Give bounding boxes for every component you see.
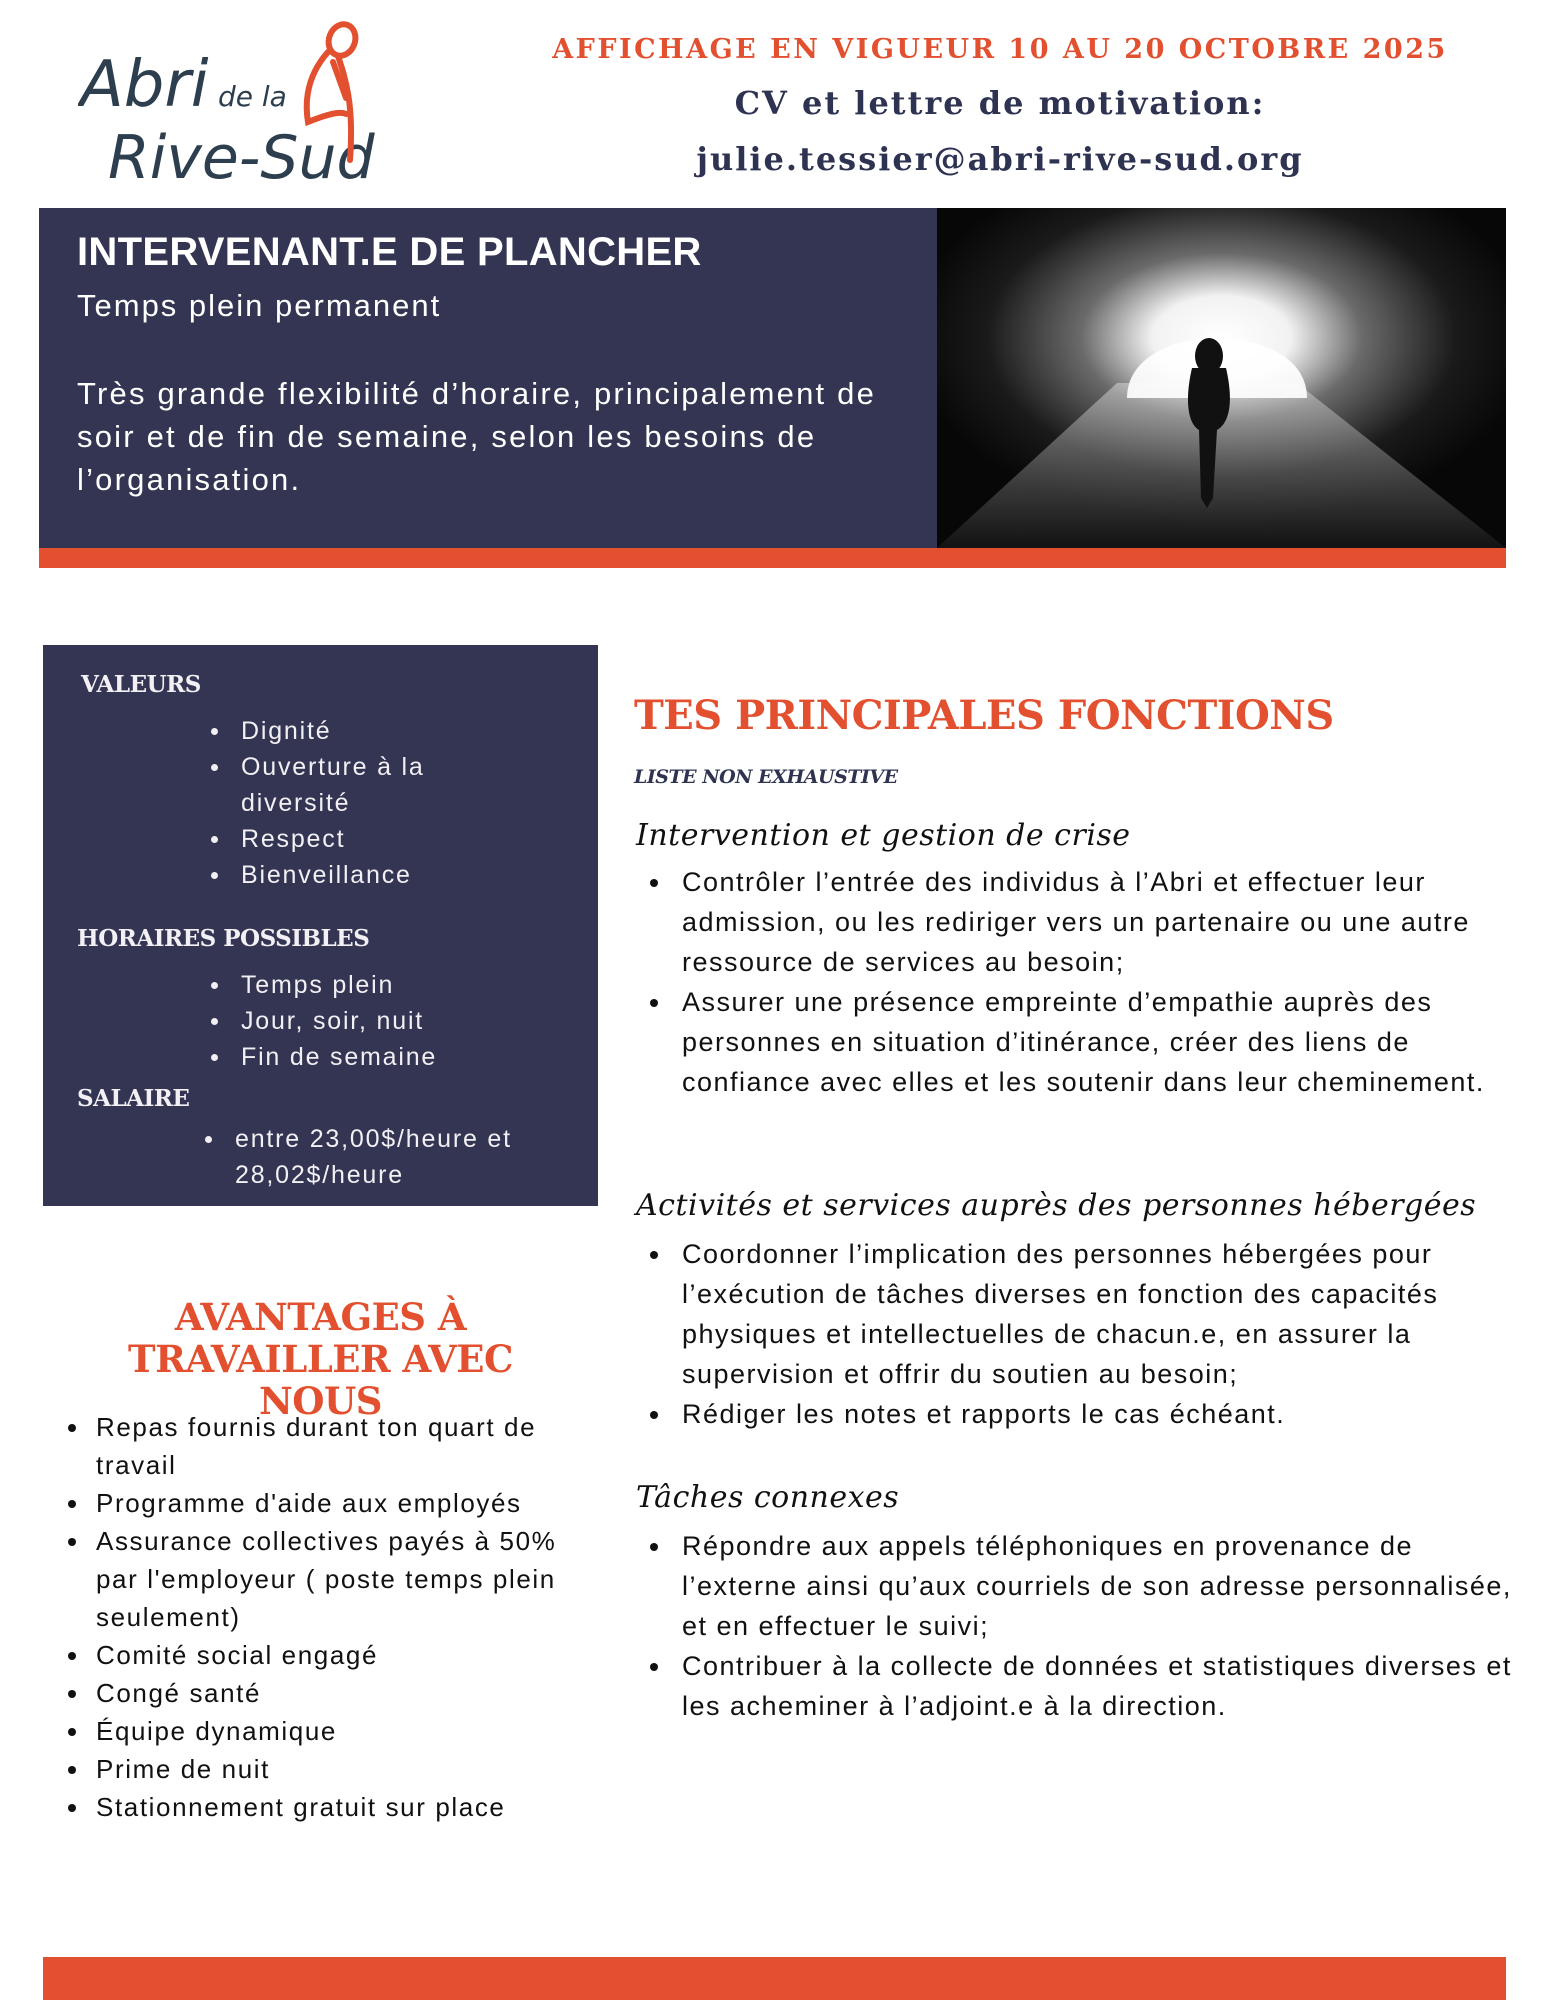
footer-accent-band	[43, 1957, 1506, 2000]
logo-word-rivesud: Rive-Sud	[108, 123, 375, 190]
posting-dates: AFFICHAGE EN VIGUEUR 10 AU 20 OCTOBRE 2025	[552, 34, 1448, 65]
logo-graphic	[78, 10, 378, 190]
list-item: Rédiger les notes et rapports le cas échéant.	[650, 1394, 1520, 1434]
list-item: Prime de nuit	[68, 1750, 598, 1788]
list-item: Ouverture à la diversité	[211, 749, 471, 821]
salaire-list	[205, 1121, 545, 1193]
list-item: Coordonner l’implication des personnes hébergées pour l’exécution de tâches diverses en fonction des capacités physiques et intellectuelles de chacun.e, en assurer la supervision et offrir du soutien au besoin;	[650, 1234, 1520, 1394]
list-item: Équipe dynamique	[68, 1712, 598, 1750]
hero-photo	[937, 208, 1506, 548]
list-item: Respect	[211, 821, 471, 857]
valeurs-heading: VALEURS	[81, 671, 201, 698]
list-item: Répondre aux appels téléphoniques en provenance de l’externe ainsi qu’aux courriels de son adresse personnalisée, et en effectuer le suivi;	[650, 1526, 1520, 1646]
logo-word-abri: Abri	[80, 48, 209, 122]
job-title: INTERVENANT.E DE PLANCHER	[77, 230, 702, 274]
hero-text-panel	[39, 208, 937, 548]
avantages-title-text: AVANTAGES À TRAVAILLER AVEC NOUS	[128, 1295, 513, 1423]
job-info-box	[43, 645, 598, 1206]
organization-logo	[78, 10, 378, 190]
salaire-heading: SALAIRE	[77, 1085, 190, 1112]
avantages-title	[43, 1296, 598, 1422]
avantages-list	[68, 1408, 598, 1826]
fonctions-subtitle: LISTE NON EXHAUSTIVE	[634, 766, 898, 788]
list-item: Jour, soir, nuit	[211, 1003, 541, 1039]
schedule-description: Très grande flexibilité d’horaire, principalement de soir et de fin de semaine, selon les besoins de l’organisation.	[77, 376, 877, 497]
list-item: Assurer une présence empreinte d’empathie auprès des personnes en situation d’itinérance, créer des liens de confiance avec elles et les soutenir dans leur cheminement.	[650, 982, 1520, 1102]
fonctions-title: TES PRINCIPALES FONCTIONS	[634, 692, 1334, 739]
section-title-taches: Tâches connexes	[636, 1480, 900, 1515]
contact-email-link[interactable]: julie.tessier@abri-rive-sud.org	[696, 140, 1304, 178]
list-item: Fin de semaine	[211, 1039, 541, 1075]
list-item: Congé santé	[68, 1674, 598, 1712]
salary-range: entre 23,00$/heure et 28,02$/heure	[205, 1121, 545, 1193]
application-instructions: CV et lettre de motivation:	[734, 84, 1266, 122]
section-title-intervention: Intervention et gestion de crise	[636, 818, 1131, 853]
list-item: Bienveillance	[211, 857, 471, 893]
list-item: Dignité	[211, 713, 471, 749]
list-item: Repas fournis durant ton quart de travail	[68, 1408, 598, 1484]
section-list-intervention	[650, 862, 1520, 1102]
list-item: Contribuer à la collecte de données et statistiques diverses et les acheminer à l’adjoint.e à la direction.	[650, 1646, 1520, 1726]
list-item: Contrôler l’entrée des individus à l’Abri et effectuer leur admission, ou les rediriger vers un partenaire ou une autre ressource de services au besoin;	[650, 862, 1520, 982]
section-list-activites	[650, 1234, 1520, 1434]
section-title-activites: Activités et services auprès des personnes hébergées	[636, 1188, 1477, 1223]
list-item: Programme d'aide aux employés	[68, 1484, 598, 1522]
section-list-taches	[650, 1526, 1520, 1726]
list-item: Stationnement gratuit sur place	[68, 1788, 598, 1826]
tunnel-silhouette-image	[937, 208, 1506, 548]
list-item: Temps plein	[211, 967, 541, 1003]
valeurs-list	[211, 713, 471, 893]
employment-type: Temps plein permanent	[77, 288, 442, 323]
horaires-heading: HORAIRES POSSIBLES	[77, 925, 370, 952]
horaires-list	[211, 967, 541, 1075]
list-item: Comité social engagé	[68, 1636, 598, 1674]
hero-banner	[39, 208, 1506, 568]
hero-accent-band	[39, 548, 1506, 568]
list-item: Assurance collectives payés à 50% par l'employeur ( poste temps plein seulement)	[68, 1522, 598, 1636]
logo-word-delala: de la	[218, 80, 287, 113]
